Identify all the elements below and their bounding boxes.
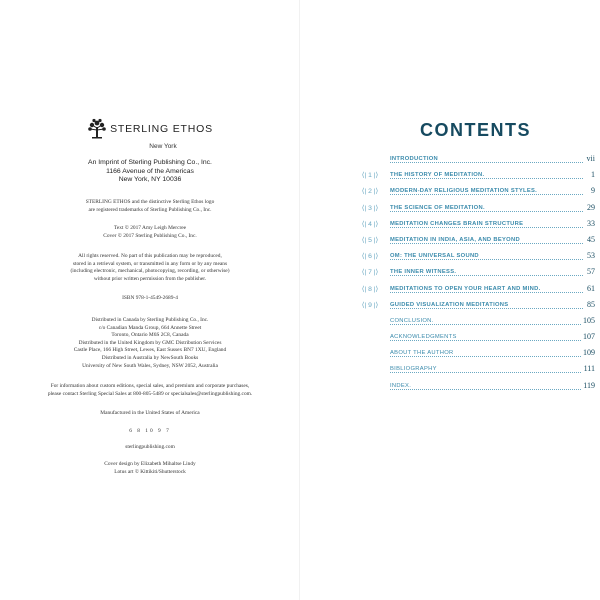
page-number: 29 <box>587 202 595 212</box>
special-sales <box>0 383 300 398</box>
chapter-number: ⟨| 1 |⟩ <box>361 172 379 180</box>
distribution-line: Toronto, Ontario M6S 2C8, Canada <box>111 332 189 339</box>
toc-entry <box>355 379 595 395</box>
page-number: 45 <box>587 234 595 244</box>
dot-leader <box>390 340 583 341</box>
distribution-line: Distributed in Australia by NewSouth Books <box>101 354 199 361</box>
toc-entry <box>355 362 595 378</box>
dot-leader <box>390 211 583 212</box>
chapter-number: ⟨| 3 |⟩ <box>361 204 379 212</box>
dot-leader <box>390 194 583 195</box>
chapter-number: ⟨| 5 |⟩ <box>361 236 379 244</box>
page-number: 107 <box>583 332 595 342</box>
credit-line: Lotus art © Kittikiti/Shutterstock <box>114 468 186 475</box>
distribution-line: Castle Place, 166 High Street, Lewes, East Sussex BN7 1XU, England <box>73 347 227 354</box>
contents-title: CONTENTS <box>420 120 531 140</box>
page-number: 53 <box>587 251 595 261</box>
chapter-number: ⟨| 2 |⟩ <box>361 188 379 196</box>
dot-leader <box>390 178 583 179</box>
sales-line: For information about custom editions, special sales, and premium and corporate purchases, <box>50 383 250 389</box>
page-number: 119 <box>583 380 595 390</box>
rights-line: without prior written permission from the publisher. <box>93 275 207 282</box>
copyright-notice <box>0 225 300 240</box>
entry-title: ABOUT THE AUTHOR <box>390 350 454 357</box>
trademark-line: are registered trademarks of Sterling Publishing Co., Inc. <box>88 206 212 213</box>
chapter-number: ⟨| 7 |⟩ <box>361 269 379 277</box>
imprint-address <box>0 159 300 185</box>
entry-title: INDEX. <box>390 382 412 389</box>
entry-title: MEDITATION IN INDIA, ASIA, AND BEYOND <box>390 236 520 243</box>
dot-leader <box>390 227 583 228</box>
copyright-line: Cover © 2017 Sterling Publishing Co., Inc. <box>103 232 197 239</box>
credit-line: Cover design by Elizabeth Mihaltse Lindy <box>104 461 196 467</box>
page-number: vii <box>586 154 595 163</box>
entry-title: MEDITATIONS TO OPEN YOUR HEART AND MIND. <box>390 285 541 292</box>
publisher-logo <box>0 118 300 150</box>
toc-entry <box>355 233 595 249</box>
manufactured-notice: Manufactured in the United States of America <box>100 410 200 416</box>
rights-line: All rights reserved. No part of this publication may be reproduced, <box>78 253 222 259</box>
page-number: 111 <box>583 364 595 374</box>
toc-entry <box>355 152 595 168</box>
toc-entry <box>355 184 595 200</box>
toc-entry <box>355 282 595 298</box>
toc-entry <box>355 249 595 265</box>
logo-city: New York <box>149 143 177 150</box>
dot-leader <box>390 324 583 325</box>
rights-line: (including electronic, mechanical, photocopying, recording, or otherwise) <box>70 268 230 275</box>
page-number: 61 <box>587 283 595 293</box>
chapter-number: ⟨| 9 |⟩ <box>361 301 379 309</box>
entry-title: BIBLIOGRAPHY <box>390 366 437 373</box>
page-number: 33 <box>587 218 595 228</box>
entry-title: INTRODUCTION <box>390 156 439 162</box>
chapter-number: ⟨| 8 |⟩ <box>361 285 379 293</box>
toc-entry <box>355 314 595 330</box>
page-number: 9 <box>591 186 595 196</box>
chapter-number: ⟨| 6 |⟩ <box>361 253 379 261</box>
toc-entry <box>355 298 595 314</box>
chapter-number: ⟨| 4 |⟩ <box>361 220 379 228</box>
entry-title: GUIDED VISUALIZATION MEDITATIONS <box>390 301 509 308</box>
entry-title: THE INNER WITNESS. <box>390 269 457 276</box>
dot-leader <box>390 259 583 260</box>
imprint-line: New York, NY 10036 <box>118 176 182 184</box>
trademark-notice <box>0 199 300 214</box>
dot-leader <box>390 389 583 390</box>
page-number: 109 <box>583 348 595 358</box>
rights-line: stored in a retrieval system, or transmitted in any form or by any means <box>72 260 228 267</box>
entry-title: OM: THE UNIVERSAL SOUND <box>390 253 479 260</box>
entry-title: ACKNOWLEDGMENTS <box>390 334 457 341</box>
page-number: 85 <box>587 299 595 309</box>
printing-line: 6 8 10 9 7 <box>129 428 171 434</box>
entry-title: MODERN-DAY RELIGIOUS MEDITATION STYLES. <box>390 188 538 195</box>
dot-leader <box>390 162 583 163</box>
toc-entry <box>355 217 595 233</box>
rights-notice <box>0 253 300 283</box>
imprint-line: 1166 Avenue of the Americas <box>106 167 194 175</box>
distribution-line: Distributed in Canada by Sterling Publishing Co., Inc. <box>91 317 209 323</box>
dot-leader <box>390 243 583 244</box>
dot-leader <box>390 292 583 293</box>
entry-title: CONCLUSION. <box>390 317 434 324</box>
entry-title: THE SCIENCE OF MEDITATION. <box>390 204 485 211</box>
entry-title: THE HISTORY OF MEDITATION. <box>390 172 485 179</box>
tree-logo-icon <box>87 118 107 140</box>
sales-line: please contact Sterling Special Sales at 800-805-5489 or specialsales@sterlingpublishing.com. <box>47 390 253 397</box>
toc-entry <box>355 265 595 281</box>
toc-entry <box>355 168 595 184</box>
page-number: 1 <box>591 170 595 180</box>
dot-leader <box>390 356 583 357</box>
page-number: 57 <box>587 267 595 277</box>
page-number: 105 <box>583 315 595 325</box>
distribution-line: c/o Canadian Manda Group, 664 Annette Street <box>98 324 202 331</box>
copyright-line: Text © 2017 Amy Leigh Mercree <box>113 225 187 231</box>
toc-entry <box>355 346 595 362</box>
dot-leader <box>390 372 583 373</box>
distribution-info <box>0 317 300 370</box>
isbn: ISBN 978-1-4549-2689-4 <box>122 295 178 301</box>
distribution-line: University of New South Wales, Sydney, NSW 2052, Australia <box>82 362 218 369</box>
logo-wordmark: STERLING ETHOS <box>110 123 213 135</box>
dot-leader <box>390 275 583 276</box>
design-credits <box>0 461 300 476</box>
publisher-website: sterlingpublishing.com <box>125 444 175 450</box>
dot-leader <box>390 308 583 309</box>
imprint-line: An Imprint of Sterling Publishing Co., Inc. <box>88 159 212 166</box>
toc-entry <box>355 201 595 217</box>
toc-entry <box>355 330 595 346</box>
table-of-contents <box>355 152 595 395</box>
distribution-line: Distributed in the United Kingdom by GMC Distribution Services <box>78 339 222 346</box>
entry-title: MEDITATION CHANGES BRAIN STRUCTURE <box>390 220 524 227</box>
trademark-line: STERLING ETHOS and the distinctive Sterling Ethos logo <box>85 199 215 205</box>
